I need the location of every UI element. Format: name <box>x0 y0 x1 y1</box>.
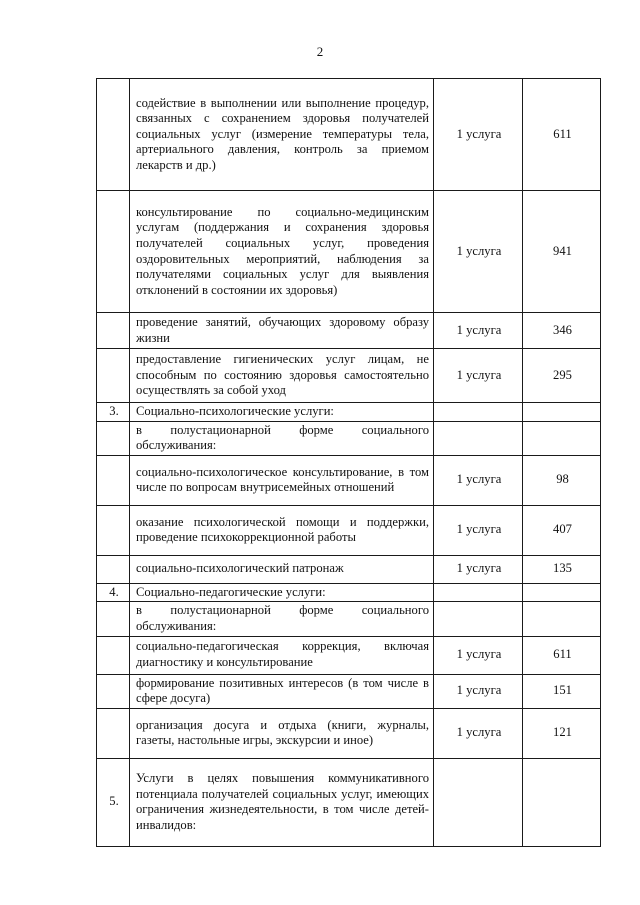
service-unit: 1 услуга <box>434 191 523 313</box>
table-row <box>97 191 601 313</box>
service-unit: 1 услуга <box>434 555 523 583</box>
service-unit: 1 услуга <box>434 349 523 403</box>
service-unit <box>434 758 523 846</box>
table-row <box>97 758 601 846</box>
section-title: Социально-педагогические услуги: <box>130 583 434 602</box>
service-price: 151 <box>523 674 601 708</box>
service-price <box>523 602 601 636</box>
table-row <box>97 636 601 674</box>
services-table <box>96 78 601 847</box>
row-number <box>97 674 130 708</box>
service-unit <box>434 583 523 602</box>
service-price <box>523 583 601 602</box>
service-name: социально-психологический патронаж <box>130 555 434 583</box>
service-unit: 1 услуга <box>434 636 523 674</box>
table-row <box>97 421 601 455</box>
row-number <box>97 505 130 555</box>
row-number <box>97 708 130 758</box>
service-name: Услуги в целях повышения коммуникативного потенциала получателей социальных услуг, имеющих ограничения жизнедеятельности, в том числе детей-инвалидов: <box>130 758 434 846</box>
service-price: 98 <box>523 455 601 505</box>
service-unit: 1 услуга <box>434 455 523 505</box>
service-unit: 1 услуга <box>434 79 523 191</box>
service-price: 611 <box>523 79 601 191</box>
row-number: 4. <box>97 583 130 602</box>
service-unit <box>434 602 523 636</box>
service-price: 346 <box>523 313 601 349</box>
service-price <box>523 403 601 422</box>
service-price: 611 <box>523 636 601 674</box>
table-row <box>97 455 601 505</box>
service-name: проведение занятий, обучающих здоровому образу жизни <box>130 313 434 349</box>
row-number <box>97 79 130 191</box>
service-unit: 1 услуга <box>434 313 523 349</box>
section-title: Социально-психологические услуги: <box>130 403 434 422</box>
service-name: в полустационарной форме социального обслуживания: <box>130 602 434 636</box>
row-number <box>97 602 130 636</box>
service-name: предоставление гигиенических услуг лицам, не способным по состоянию здоровья самостоятельно осуществлять за собой уход <box>130 349 434 403</box>
table-row <box>97 349 601 403</box>
service-name: организация досуга и отдыха (книги, журналы, газеты, настольные игры, экскурсии и иное) <box>130 708 434 758</box>
service-name: формирование позитивных интересов (в том числе в сфере досуга) <box>130 674 434 708</box>
table-row <box>97 79 601 191</box>
row-number <box>97 349 130 403</box>
table-row <box>97 602 601 636</box>
table-row <box>97 555 601 583</box>
service-unit: 1 услуга <box>434 505 523 555</box>
table-row <box>97 505 601 555</box>
service-price: 407 <box>523 505 601 555</box>
service-name: в полустационарной форме социального обслуживания: <box>130 421 434 455</box>
service-name: социально-педагогическая коррекция, включая диагностику и консультирование <box>130 636 434 674</box>
service-name: социально-психологическое консультирование, в том числе по вопросам внутрисемейных отношений <box>130 455 434 505</box>
service-name: оказание психологической помощи и поддержки, проведение психокоррекционной работы <box>130 505 434 555</box>
service-price <box>523 421 601 455</box>
page-number: 2 <box>316 44 324 59</box>
service-price: 941 <box>523 191 601 313</box>
service-price: 295 <box>523 349 601 403</box>
service-unit <box>434 403 523 422</box>
section-row <box>97 403 601 422</box>
row-number: 3. <box>97 403 130 422</box>
row-number <box>97 555 130 583</box>
row-number <box>97 636 130 674</box>
service-name: консультирование по социально-медицинским услугам (поддержания и сохранения здоровья получателей социальных услуг, проведения оздоровительных мероприятий, наблюдения за получателями социальных услуг для выявления отклонений в состоянии их здоровья) <box>130 191 434 313</box>
row-number <box>97 313 130 349</box>
row-number <box>97 191 130 313</box>
service-price: 121 <box>523 708 601 758</box>
row-number: 5. <box>97 758 130 846</box>
service-price <box>523 758 601 846</box>
row-number <box>97 421 130 455</box>
service-unit <box>434 421 523 455</box>
section-row <box>97 583 601 602</box>
service-unit: 1 услуга <box>434 708 523 758</box>
service-name: содействие в выполнении или выполнение процедур, связанных с сохранением здоровья получателей социальных услуг (измерение температуры тела, артериального давления, контроль за приемом лекарств и др.) <box>130 79 434 191</box>
table-row <box>97 313 601 349</box>
table-row <box>97 674 601 708</box>
service-unit: 1 услуга <box>434 674 523 708</box>
service-price: 135 <box>523 555 601 583</box>
row-number <box>97 455 130 505</box>
table-row <box>97 708 601 758</box>
